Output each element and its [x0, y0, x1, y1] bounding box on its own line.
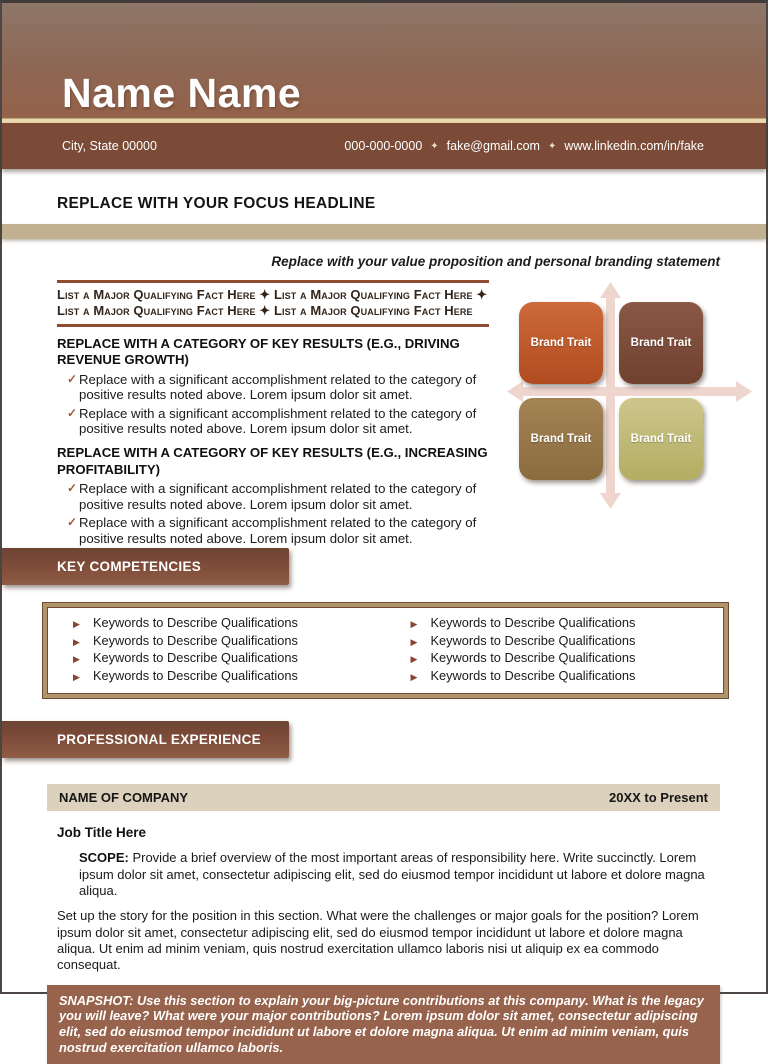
accomplishment-item [57, 372, 489, 403]
employment-dates: 20XX to Present [609, 790, 708, 806]
arrow-bullet-icon: ▶ [410, 636, 418, 647]
summary-columns [57, 280, 736, 546]
checkmark-icon: ✓ [67, 371, 78, 386]
location-text: City, State 00000 [62, 139, 157, 153]
brand-trait-box [519, 302, 603, 384]
accomplishment-text: Replace with a significant accomplishment related to the category of positive results noted above. Lorem ipsum dolor sit amet. [79, 371, 477, 403]
brand-trait-label: Brand Trait [530, 337, 592, 349]
company-header [47, 784, 720, 811]
arrow-bullet-icon: ▶ [73, 671, 80, 682]
brand-trait-box [619, 302, 703, 384]
checkmark-icon: ✓ [67, 481, 78, 496]
story-paragraph: Set up the story for the position in this section. What were the challenges or major goals for the position? Lorem ipsum dolor sit amet, consectetur adipiscing elit, sed do eiusmod tempor incididunt ut labore et dolore magna aliqua. Ut enim ad minim veniam, quis nostrud exercitation ullamco laboris nisi ut aliquip ex ea commodo consequat. [57, 908, 699, 973]
key-competencies-banner [2, 548, 289, 585]
arrow-bullet-icon: ▶ [73, 636, 80, 647]
header-contact-band [2, 123, 766, 169]
company-name: NAME OF COMPANY [59, 790, 189, 806]
summary-left-column [57, 280, 489, 546]
arrow-bullet-icon: ▶ [410, 619, 418, 630]
checkmark-icon: ✓ [67, 405, 78, 420]
email-link[interactable]: fake@gmail.com [446, 139, 540, 153]
value-proposition: Replace with your value proposition and personal branding statement [271, 254, 720, 269]
keyword-item [48, 668, 386, 686]
keyword-text: Keywords to Describe Qualifications [93, 650, 298, 666]
accomplishment-text: Replace with a significant accomplishment related to the category of positive results noted above. Lorem ipsum dolor sit amet. [79, 515, 477, 546]
arrow-bullet-icon: ▶ [73, 654, 80, 665]
accomplishment-item [57, 406, 489, 437]
keyword-item [386, 615, 724, 633]
accomplishment-text: Replace with a significant accomplishment related to the category of positive results noted above. Lorem ipsum dolor sit amet. [79, 405, 477, 437]
scope-text: Provide a brief overview of the most important areas of responsibility here. Write succinctly. Lorem ipsum dolor sit amet, consectetur adipiscing elit, sed do eiusmod tempor incididunt ut labore et dolore magna aliqua. [79, 850, 705, 898]
section-title: KEY COMPETENCIES [57, 559, 202, 575]
category-heading: REPLACE WITH A CATEGORY OF KEY RESULTS (E.G., DRIVING REVENUE GROWTH) [57, 335, 460, 368]
keyword-text: Keywords to Describe Qualifications [93, 632, 298, 648]
diamond-separator-icon: ✦ [547, 140, 557, 152]
keyword-text: Keywords to Describe Qualifications [430, 650, 636, 666]
keyword-text: Keywords to Describe Qualifications [430, 632, 636, 648]
tan-accent-band [2, 224, 766, 239]
brand-trait-box [519, 398, 603, 480]
accomplishment-text: Replace with a significant accomplishment related to the category of positive results noted above. Lorem ipsum dolor sit amet. [79, 481, 477, 512]
focus-headline: REPLACE WITH YOUR FOCUS HEADLINE [57, 195, 376, 212]
qualifying-facts [57, 280, 489, 327]
keywords-column-1 [48, 615, 386, 685]
brand-trait-box [619, 398, 703, 480]
category-heading: REPLACE WITH A CATEGORY OF KEY RESULTS (E.G., INCREASING PROFITABILITY) [57, 445, 488, 477]
keyword-item [48, 615, 386, 633]
snapshot-text: SNAPSHOT: Use this section to explain your big-picture contributions at this company. What is the legacy you will leave? What were your major contributions? Lorem ipsum dolor sit amet, consectetur adipiscing elit, sed do eiusmod tempor incididunt ut labore et dolore magna aliqua. Ut enim ad minim veniam, quis nostrud exercitation ullamco laboris. [59, 992, 704, 1055]
keyword-item [386, 650, 724, 668]
brand-trait-label: Brand Trait [530, 433, 592, 445]
arrow-bullet-icon: ▶ [73, 619, 80, 630]
checkmark-icon: ✓ [67, 515, 78, 530]
keyword-item [48, 650, 386, 668]
brand-trait-label: Brand Trait [630, 433, 692, 445]
diamond-separator-icon: ✦ [430, 140, 439, 152]
keyword-item [48, 633, 386, 651]
keyword-text: Keywords to Describe Qualifications [430, 615, 636, 631]
header-name-band [2, 3, 766, 118]
arrow-bullet-icon: ▶ [410, 654, 418, 665]
brand-trait-quadrant [507, 282, 736, 509]
keyword-item [386, 633, 724, 651]
scope-label: SCOPE: [79, 850, 129, 866]
accomplishment-item [57, 481, 489, 512]
professional-experience-banner [2, 721, 289, 758]
linkedin-link[interactable]: www.linkedin.com/in/fake [564, 139, 704, 153]
job-title: Job Title Here [57, 825, 147, 841]
scope-paragraph [79, 850, 720, 899]
keyword-text: Keywords to Describe Qualifications [430, 667, 636, 683]
arrow-bullet-icon: ▶ [410, 671, 418, 682]
accomplishment-item [57, 515, 489, 546]
keyword-item [386, 668, 724, 686]
qualifying-facts-line: List a Major Qualifying Fact Here ✦ List a Major Qualifying Fact Here ✦ List a Major Qualifying Fact Here ✦ List a Major Qualifying Fact Here [57, 287, 488, 318]
key-results-section [57, 336, 489, 437]
keyword-text: Keywords to Describe Qualifications [93, 615, 298, 631]
section-title: PROFESSIONAL EXPERIENCE [57, 732, 261, 748]
key-results-section [57, 445, 489, 546]
phone-number[interactable]: 000-000-0000 [344, 139, 423, 153]
keyword-text: Keywords to Describe Qualifications [93, 667, 298, 683]
keywords-column-2 [386, 615, 724, 685]
keywords-box [42, 602, 729, 699]
brand-trait-label: Brand Trait [630, 337, 692, 349]
snapshot-box [47, 985, 720, 1064]
contact-info [344, 139, 704, 153]
person-name: Name Name [62, 70, 302, 116]
